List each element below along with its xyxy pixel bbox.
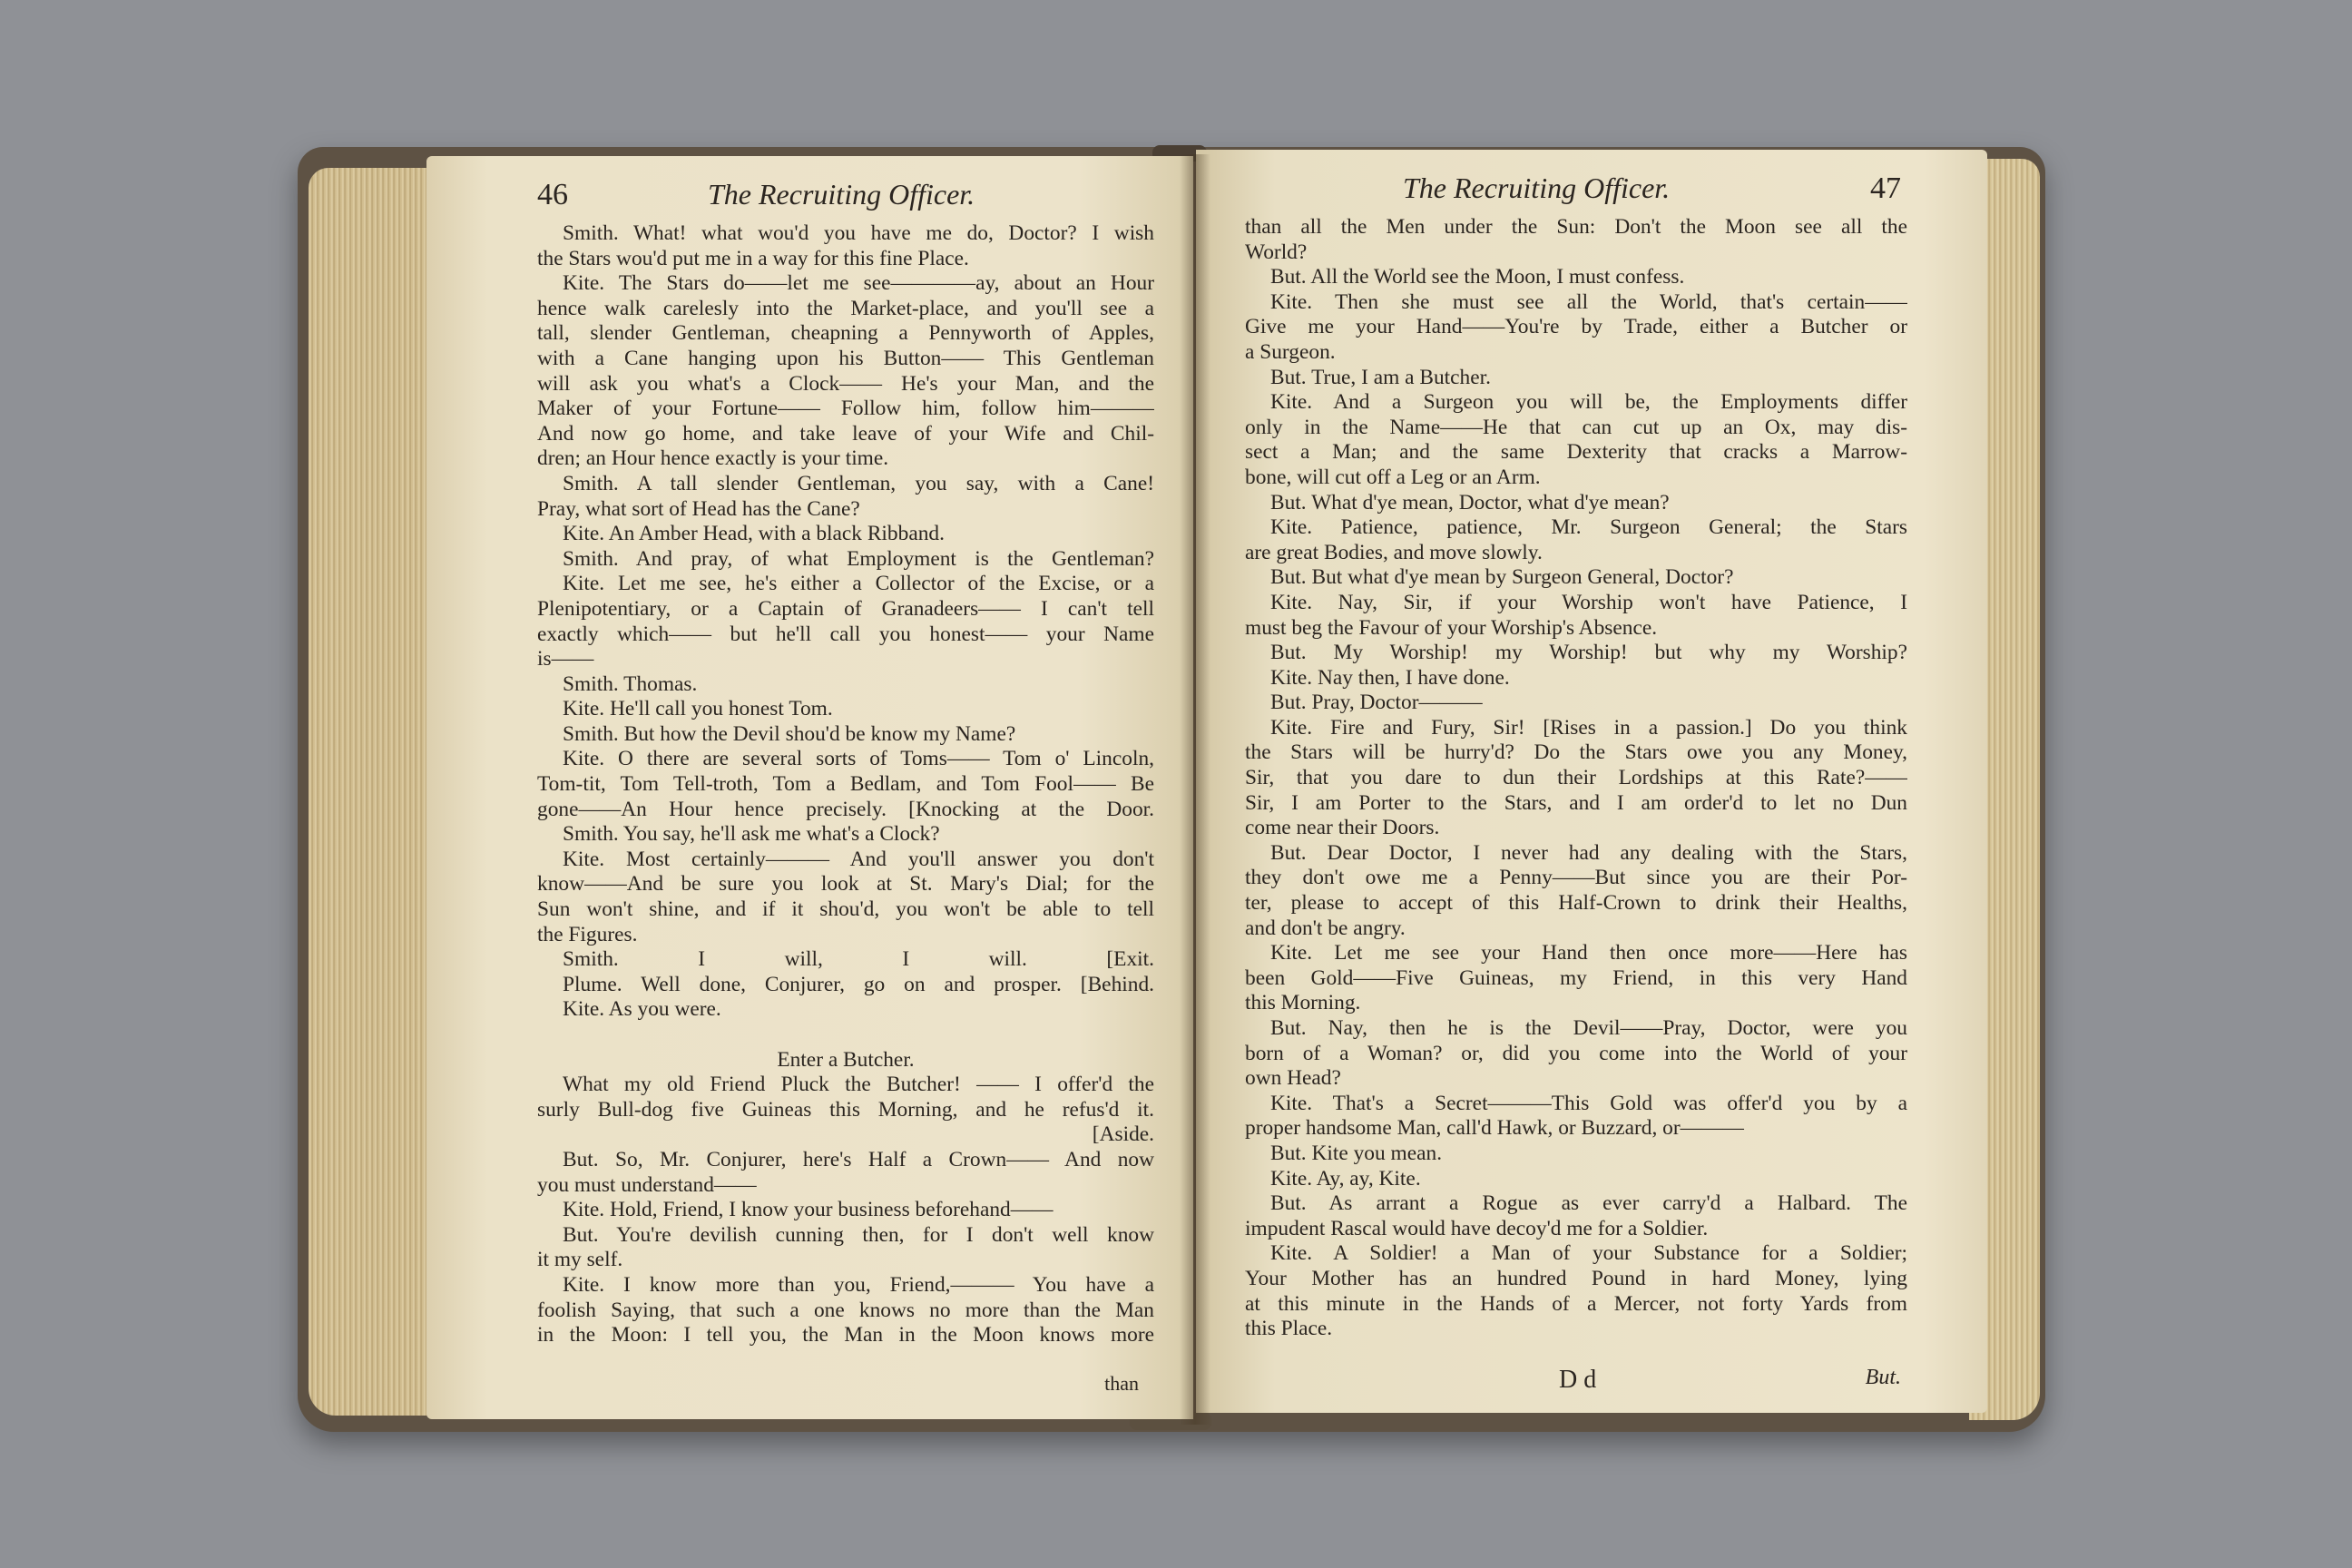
text-line: impudent Rascal would have decoy'd me for a Soldier. — [1245, 1216, 1709, 1240]
right-page — [1196, 150, 1987, 1413]
text-line: Kite. I know more than you, Friend,——— You have a — [563, 1272, 1154, 1297]
text-line: been Gold——Five Guineas, my Friend, in this very Hand — [1245, 965, 1907, 990]
text-line: Smith. What! what wou'd you have me do, Doctor? I wish — [563, 221, 1154, 245]
text-line: it my self. — [537, 1248, 623, 1272]
running-title: The Recruiting Officer. — [1403, 172, 1671, 204]
text-line: born of a Woman? or, did you come into the World of your — [1245, 1041, 1907, 1065]
text-line: Kite. And a Surgeon you will be, the Employments differ — [1270, 390, 1907, 415]
text-line: and don't be angry. — [1245, 916, 1406, 940]
text-line: Kite. The Stars do——let me see————ay, about an Hour — [563, 271, 1154, 296]
text-line: But. You're devilish cunning then, for I don't well know — [563, 1222, 1154, 1247]
text-line: Maker of your Fortune—— Follow him, follow him——— — [537, 397, 1154, 421]
text-line: this Place. — [1245, 1317, 1333, 1341]
text-line: they don't owe me a Penny——But since you are their Por- — [1245, 866, 1907, 890]
text-line: tall, slender Gentleman, cheapning a Pennyworth of Apples, — [537, 321, 1154, 346]
text-line: But. What d'ye mean, Doctor, what d'ye mean? — [1270, 490, 1670, 514]
text-line: Kite. O there are several sorts of Toms—— Tom o' Lincoln, — [563, 747, 1154, 771]
left-page — [426, 156, 1193, 1419]
text-line: dren; an Hour hence exactly is your time. — [537, 446, 889, 471]
text-line: But. Pray, Doctor——— — [1270, 691, 1483, 715]
text-line: But. Kite you mean. — [1270, 1141, 1443, 1165]
text-line: know——And be sure you look at St. Mary's Dial; for the — [537, 872, 1154, 897]
text-line: Kite. That's a Secret———This Gold was offer'd you by a — [1270, 1091, 1907, 1115]
text-line: Plenipotentiary, or a Captain of Granadeers—— I can't tell — [537, 596, 1154, 621]
text-line: Kite. As you were. — [563, 997, 721, 1022]
text-line: But. Nay, then he is the Devil——Pray, Doctor, were you — [1270, 1016, 1907, 1040]
text-line: But. As arrant a Rogue as ever carry'd a Halbard. The — [1270, 1191, 1907, 1216]
catchword: But. — [1865, 1366, 1901, 1389]
text-line: bone, will cut off a Leg or an Arm. — [1245, 465, 1541, 489]
text-line: proper handsome Man, call'd Hawk, or Buzzard, or——— — [1245, 1116, 1744, 1141]
right-running-head — [1196, 172, 1987, 211]
left-fore-edge — [309, 168, 445, 1416]
text-line: is—— — [537, 647, 594, 671]
text-line: Smith. And pray, of what Employment is the Gentleman? — [563, 546, 1154, 571]
text-line: Kite. Let me see, he's either a Collector of the Excise, or a — [563, 572, 1154, 596]
text-line: Kite. Hold, Friend, I know your business beforehand—— — [563, 1198, 1054, 1222]
right-text-block — [1245, 215, 1907, 1342]
text-line: exactly which—— but he'll call you honest—— your Name — [537, 622, 1154, 646]
text-line — [537, 1023, 1154, 1048]
text-line: Give me your Hand——You're by Trade, either a Butcher or — [1245, 315, 1907, 339]
text-line: Tom-tit, Tom Tell-troth, Tom a Bedlam, and Tom Fool—— Be — [537, 772, 1154, 797]
text-line: Smith. But how the Devil shou'd be know my Name? — [563, 721, 1016, 746]
text-line: must beg the Favour of your Worship's Absence. — [1245, 615, 1658, 640]
text-line: hence walk carelesly into the Market-place, and you'll see a — [537, 296, 1154, 320]
text-line: only in the Name——He that can cut up an Ox, may dis- — [1245, 415, 1907, 439]
text-line: the Stars wou'd put me in a way for this fine Place. — [537, 246, 969, 270]
text-line: ter, please to accept of this Half-Crown to drink their Healths, — [1245, 891, 1907, 916]
text-line: in the Moon: I tell you, the Man in the Moon knows more — [537, 1323, 1154, 1348]
text-line: the Stars will be hurry'd? Do the Stars owe you any Money, — [1245, 740, 1907, 765]
text-line: Smith. I will, I will. [Exit. — [563, 947, 1154, 972]
text-line: Kite. Let me see your Hand then once more——Here has — [1270, 941, 1907, 965]
text-line: Kite. Nay, Sir, if your Worship won't have Patience, I — [1270, 590, 1907, 614]
text-line: at this minute in the Hands of a Mercer, not forty Yards from — [1245, 1291, 1907, 1316]
text-line: Kite. A Soldier! a Man of your Substance for a Soldier; — [1270, 1241, 1907, 1266]
text-line: Kite. Ay, ay, Kite. — [1270, 1166, 1421, 1191]
text-line: than all the Men under the Sun: Don't the Moon see all the — [1245, 215, 1907, 239]
left-text-block — [537, 221, 1154, 1348]
text-line: Smith. Thomas. — [563, 671, 698, 696]
page-number: 46 — [537, 178, 568, 211]
text-line: World? — [1245, 240, 1308, 264]
text-line: sect a Man; and the same Dexterity that cracks a Marrow- — [1245, 440, 1907, 465]
text-line: a Surgeon. — [1245, 339, 1336, 364]
text-line: Pray, what sort of Head has the Cane? — [537, 496, 860, 521]
text-line: surly Bull-dog five Guineas this Morning, and he refus'd it. — [537, 1097, 1154, 1122]
text-line: will ask you what's a Clock—— He's your Man, and the — [537, 371, 1154, 396]
text-line: are great Bodies, and move slowly. — [1245, 540, 1543, 564]
book-gutter — [1180, 154, 1210, 1425]
text-line: But. But what d'ye mean by Surgeon General, Doctor? — [1270, 565, 1734, 590]
text-line: Kite. Fire and Fury, Sir! [Rises in a passion.] Do you think — [1270, 715, 1907, 740]
text-line: Kite. Nay then, I have done. — [1270, 665, 1510, 690]
text-line: [Aside. — [1092, 1122, 1154, 1147]
text-line: But. My Worship! my Worship! but why my Worship? — [1270, 641, 1907, 665]
text-line: come near their Doors. — [1245, 816, 1440, 840]
text-line: Enter a Butcher. — [777, 1047, 915, 1072]
right-footer — [1196, 1366, 1987, 1402]
text-line: What my old Friend Pluck the Butcher! —— I offer'd the — [563, 1073, 1154, 1097]
signature-mark: D d — [1559, 1366, 1597, 1394]
text-line: foolish Saying, that such a one knows no more than the Man — [537, 1298, 1154, 1322]
text-line: this Morning. — [1245, 991, 1361, 1015]
page-number: 47 — [1870, 172, 1901, 205]
text-line: And now go home, and take leave of your Wife and Chil- — [537, 421, 1154, 446]
text-line: Smith. You say, he'll ask me what's a Clock? — [563, 822, 940, 847]
text-line: Sir, I am Porter to the Stars, and I am order'd to let no Dun — [1245, 790, 1907, 815]
running-title: The Recruiting Officer. — [708, 178, 975, 211]
text-line: the Figures. — [537, 922, 638, 946]
text-line: But. Dear Doctor, I never had any dealing with the Stars, — [1270, 840, 1907, 865]
text-line: But. True, I am a Butcher. — [1270, 365, 1491, 389]
catchword: than — [1104, 1372, 1139, 1395]
text-line: you must understand—— — [537, 1172, 757, 1197]
text-line: Sir, that you dare to dun their Lordships at this Rate?—— — [1245, 766, 1907, 790]
text-line: Kite. He'll call you honest Tom. — [563, 697, 833, 721]
left-running-head — [426, 178, 1193, 218]
text-line: Plume. Well done, Conjurer, go on and prosper. [Behind. — [563, 972, 1154, 996]
text-line: gone——An Hour hence precisely. [Knocking at the Door. — [537, 797, 1154, 821]
text-line: But. So, Mr. Conjurer, here's Half a Crown—— And now — [563, 1147, 1154, 1171]
text-line: with a Cane hanging upon his Button—— This Gentleman — [537, 346, 1154, 370]
text-line: Kite. Then she must see all the World, that's certain—— — [1270, 289, 1907, 314]
text-line: But. All the World see the Moon, I must confess. — [1270, 265, 1685, 289]
text-line: Kite. Patience, patience, Mr. Surgeon General; the Stars — [1270, 515, 1907, 540]
text-line: Smith. A tall slender Gentleman, you say, with a Cane! — [563, 471, 1154, 495]
text-line: Kite. Most certainly——— And you'll answer you don't — [563, 847, 1154, 871]
text-line: Your Mother has an hundred Pound in hard Money, lying — [1245, 1266, 1907, 1290]
text-line: own Head? — [1245, 1066, 1341, 1091]
text-line: Kite. An Amber Head, with a black Ribband. — [563, 522, 945, 546]
left-footer — [426, 1372, 1193, 1408]
text-line: Sun won't shine, and if it shou'd, you won't be able to tell — [537, 897, 1154, 922]
